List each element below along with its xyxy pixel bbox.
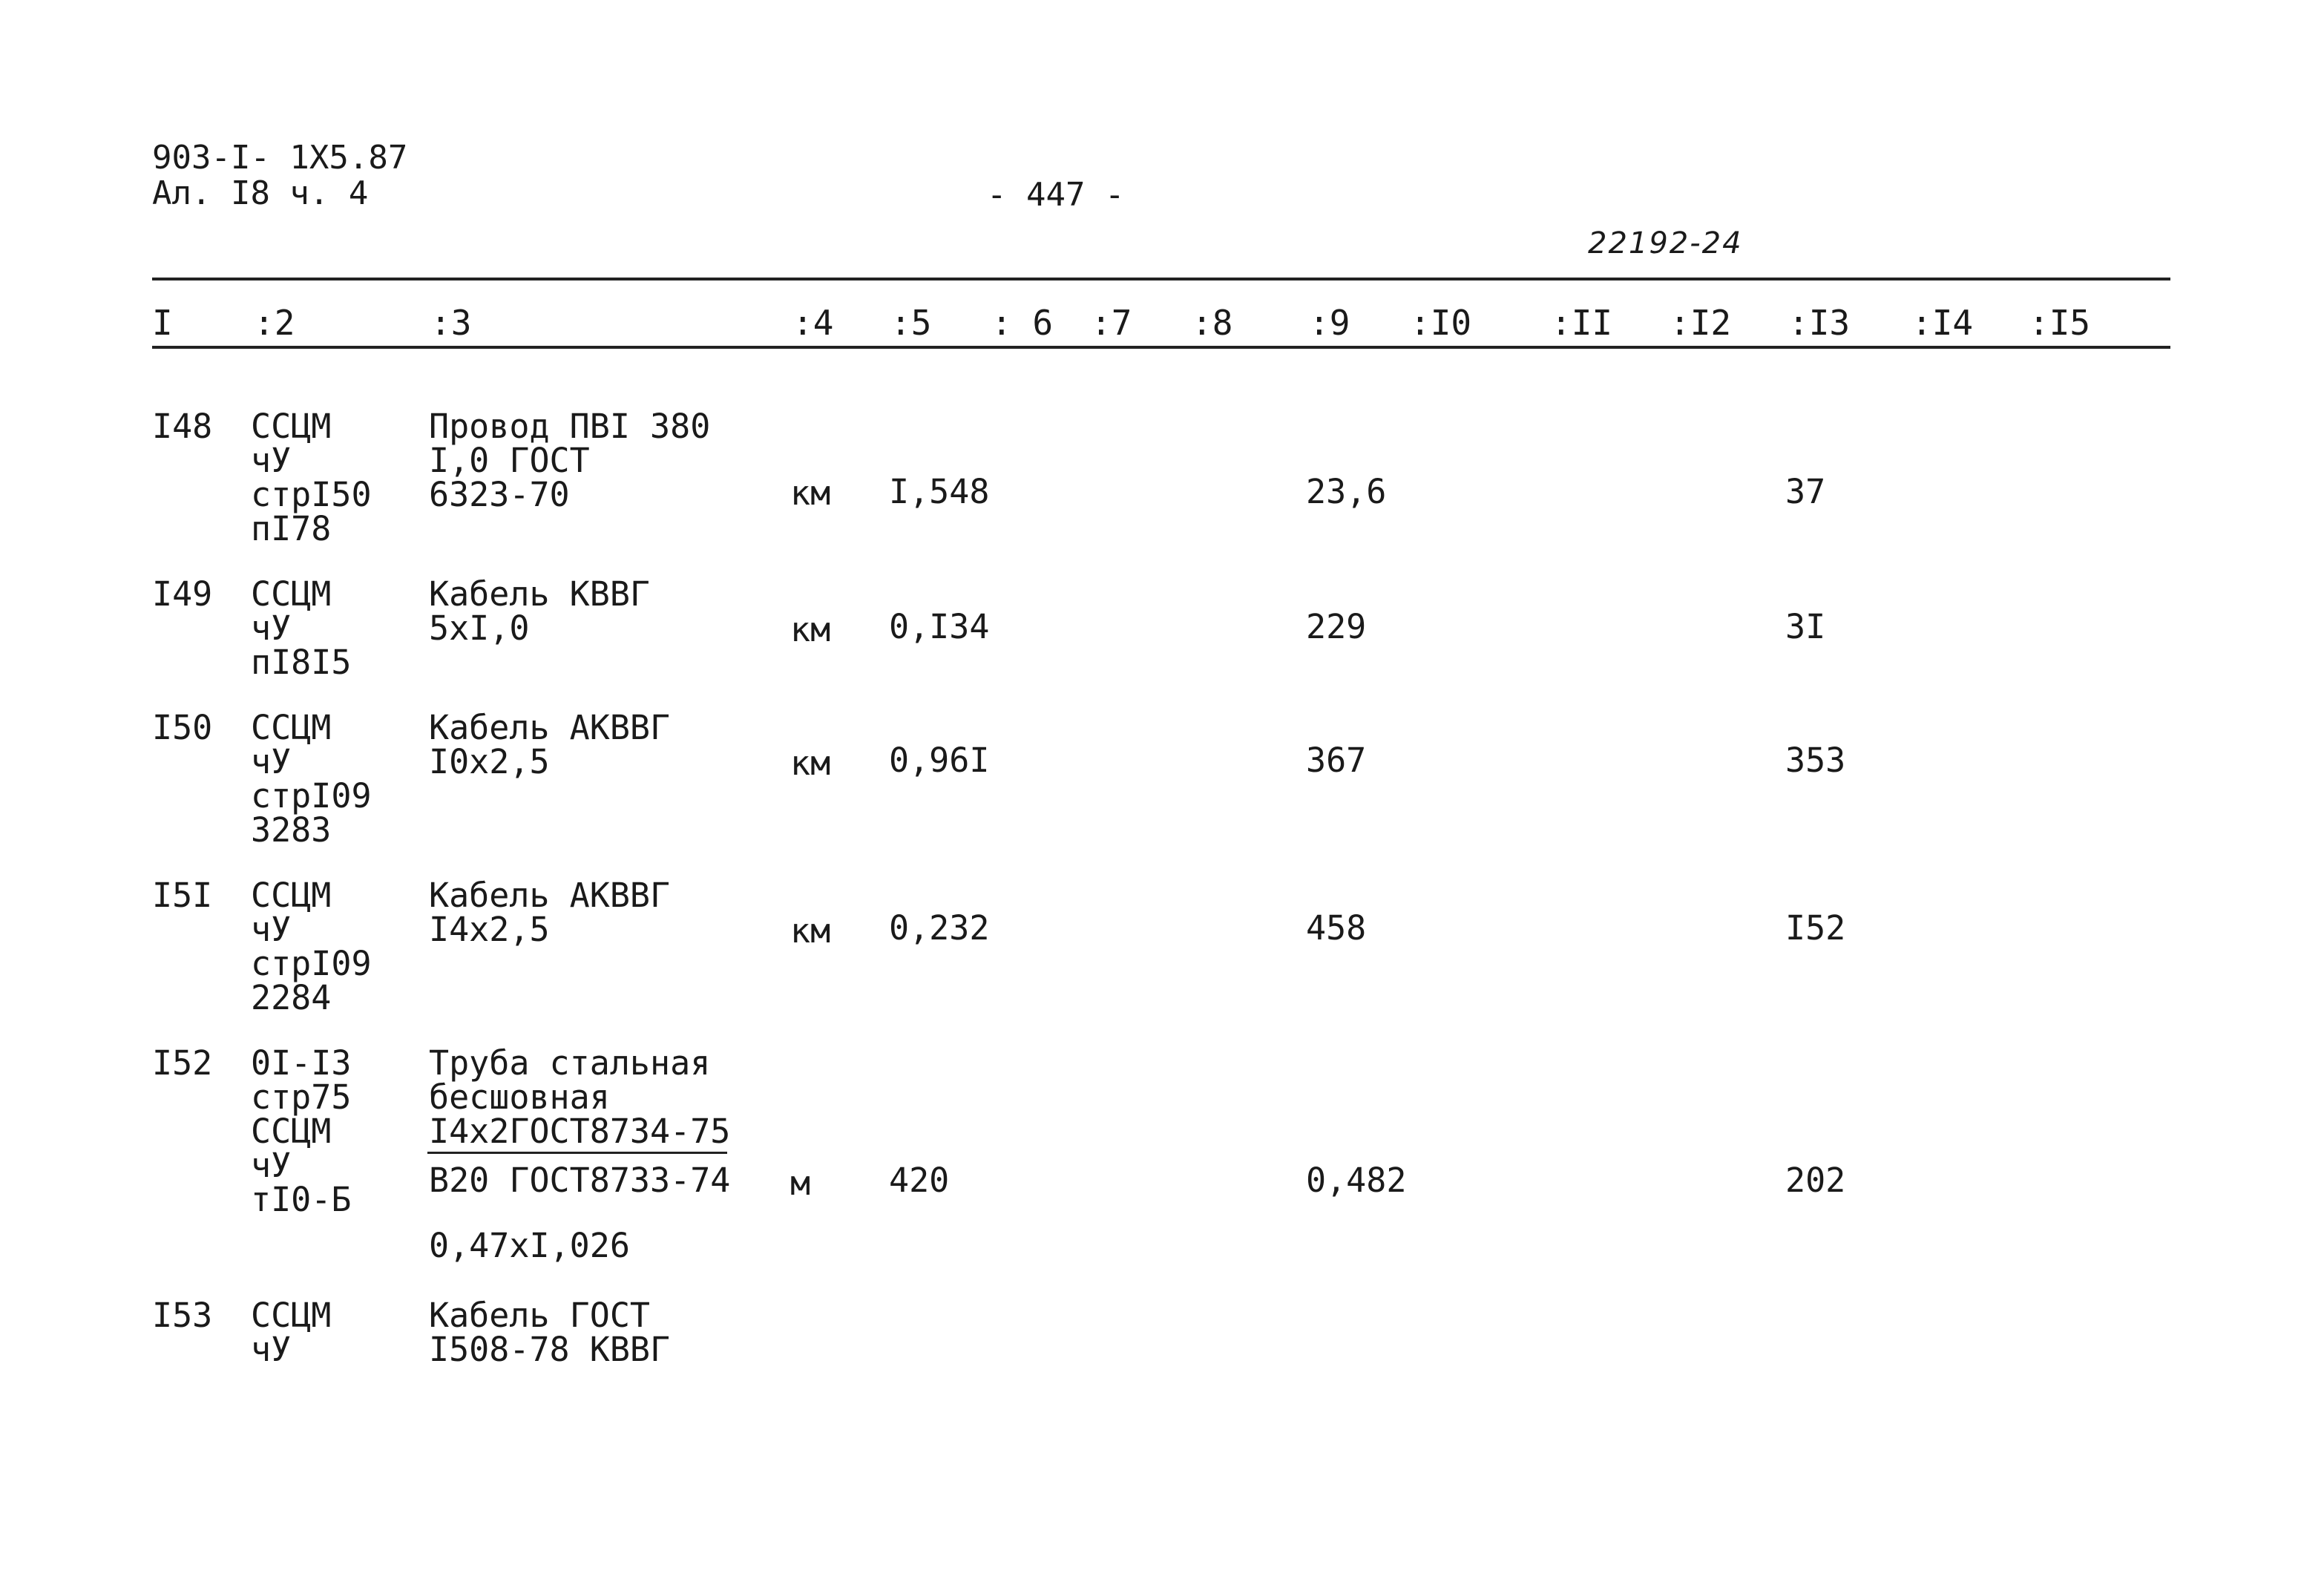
- column-header: :5: [890, 303, 932, 343]
- fraction-line: [427, 1152, 727, 1154]
- column-header: :8: [1192, 303, 1233, 343]
- unit: м: [790, 1164, 811, 1203]
- column-header: :9: [1309, 303, 1350, 343]
- column-header: :I4: [1911, 303, 1974, 343]
- column-header: I: [152, 303, 173, 343]
- quantity: 0,96I: [889, 741, 990, 780]
- total: 353: [1785, 741, 1846, 780]
- page-number: - 447 -: [987, 176, 1125, 214]
- unit: км: [790, 473, 831, 513]
- unit-price: 0,482: [1306, 1161, 1407, 1200]
- total: I52: [1785, 908, 1846, 948]
- unit: км: [790, 610, 831, 649]
- total: 3I: [1785, 607, 1826, 646]
- row-number: I48: [152, 407, 213, 446]
- item-name: Кабель КВВГ 5xI,0: [429, 574, 651, 648]
- price-code: ССЦМ чУ пI8I5: [251, 574, 352, 682]
- unit: км: [790, 911, 831, 951]
- total: 37: [1785, 472, 1826, 511]
- sheet-label: Ал. I8 ч. 4: [152, 174, 369, 212]
- item-name: Кабель АКВВГ I4x2,5: [429, 876, 671, 949]
- column-header: :I3: [1788, 303, 1851, 343]
- top-rule: [152, 278, 2170, 280]
- item-name-extra: 0,47xI,026: [429, 1226, 630, 1265]
- unit: км: [790, 744, 831, 783]
- handwritten-number: 22192-24: [1588, 226, 1743, 260]
- item-name: Провод ПВI 380 I,0 ГОСТ 6323-70: [429, 407, 711, 514]
- price-code: ССЦМ чУ стрI09 3283: [251, 708, 372, 850]
- item-name-denominator: В20 ГОСТ8733-74: [429, 1161, 731, 1200]
- item-name: Кабель ГОСТ I508-78 КВВГ: [429, 1296, 671, 1369]
- quantity: 420: [889, 1161, 950, 1200]
- header-rule: [152, 346, 2170, 349]
- column-header: :I0: [1410, 303, 1472, 343]
- price-code: ССЦМ чУ стрI09 2284: [251, 876, 372, 1017]
- row-number: I49: [152, 574, 213, 614]
- item-name: Труба стальная бесшовная I4x2ГОСТ8734-75: [429, 1043, 731, 1151]
- quantity: 0,232: [889, 908, 990, 948]
- column-header: :II: [1551, 303, 1613, 343]
- quantity: 0,I34: [889, 607, 990, 646]
- unit-price: 23,6: [1306, 472, 1387, 511]
- unit-price: 367: [1306, 741, 1367, 780]
- price-code: 0I-I3 стр75 ССЦМ чУ тI0-Б: [251, 1043, 352, 1219]
- item-name: Кабель АКВВГ I0x2,5: [429, 708, 671, 781]
- total: 202: [1785, 1161, 1846, 1200]
- column-header: : 6: [991, 303, 1054, 343]
- column-header: :I5: [2029, 303, 2091, 343]
- unit-price: 458: [1306, 908, 1367, 948]
- document-code: 903-I- 1X5.87: [152, 139, 408, 177]
- quantity: I,548: [889, 472, 990, 511]
- column-header: :4: [792, 303, 834, 343]
- row-number: I50: [152, 708, 213, 747]
- column-header: :7: [1091, 303, 1132, 343]
- column-header: :I2: [1670, 303, 1732, 343]
- row-number: I53: [152, 1296, 213, 1335]
- unit-price: 229: [1306, 607, 1367, 646]
- row-number: I52: [152, 1043, 213, 1083]
- column-header: :3: [430, 303, 472, 343]
- column-header: :2: [254, 303, 295, 343]
- price-code: ССЦМ чУ: [251, 1296, 332, 1369]
- row-number: I5I: [152, 876, 213, 915]
- price-code: ССЦМ чУ стрI50 пI78: [251, 407, 372, 548]
